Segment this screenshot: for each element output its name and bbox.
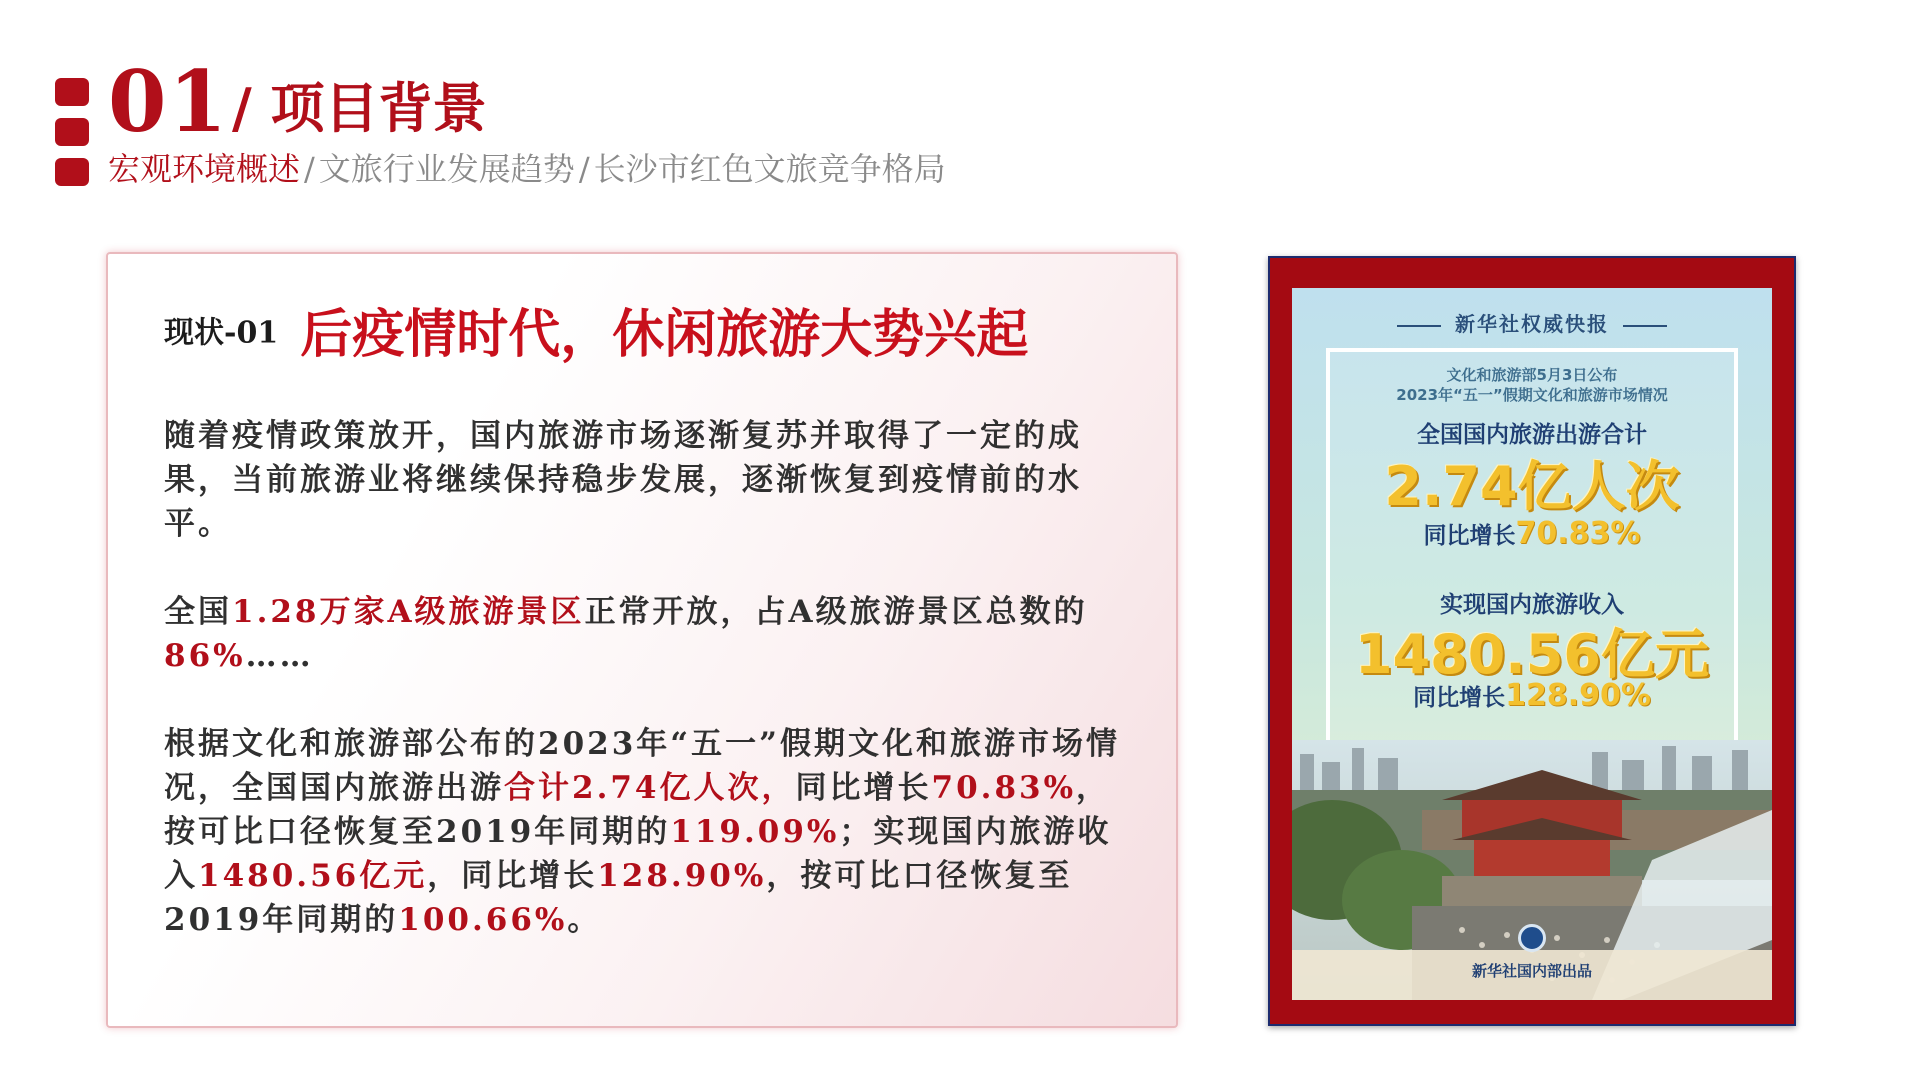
highlight: 合计2.74亿人次，: [504, 770, 796, 806]
section-title: / 项目背景: [232, 77, 487, 140]
card-body: [164, 414, 1124, 986]
text: ；实现国内旅游收入: [164, 814, 1112, 894]
subnav-item-competition[interactable]: 长沙市红色文旅竞争格局: [593, 150, 946, 188]
paragraph-may-day-stats: [164, 722, 1124, 942]
card-header: [164, 292, 1028, 367]
paragraph-scenic-areas: [164, 590, 1124, 678]
card-tag: 现状-01: [164, 315, 279, 351]
subnav-item-macro-environment[interactable]: 宏观环境概述: [108, 150, 301, 188]
growth-value: 70.83%: [1515, 516, 1641, 551]
growth-value: 128.90%: [1505, 678, 1651, 713]
subnav-separator: /: [578, 150, 590, 188]
poster-growth: [1292, 678, 1772, 713]
poster-big-number: 2.74亿人次: [1384, 455, 1680, 518]
text: 根据文化和旅游部公布的2023年“五一”假期文化和旅游市场情况，全国国内旅游出游: [164, 726, 1120, 806]
poster-header-text: 新华社权威快报: [1455, 312, 1609, 336]
text: 同比增长: [795, 770, 932, 806]
deco-square: [55, 118, 89, 146]
highlight: 128.90%: [597, 858, 767, 894]
poster-line: 2023年“五一”假期文化和旅游市场情况: [1396, 386, 1668, 404]
poster-big-number: 1480.56亿元: [1355, 623, 1709, 686]
text: ，按可比口径恢复至2019年同期的: [164, 770, 1111, 850]
text: 。: [567, 902, 602, 938]
poster-frame: [1268, 256, 1796, 1026]
divider: [1397, 325, 1441, 327]
text: ，按可比口径恢复至2019年同期的: [164, 858, 1073, 938]
sub-navigation: [108, 152, 946, 187]
poster-line: 文化和旅游部5月3日公布: [1446, 366, 1618, 384]
highlight: 70.83%: [931, 770, 1077, 806]
text: 全国: [164, 594, 232, 630]
deco-square: [55, 78, 89, 106]
section-number: 01: [108, 52, 229, 151]
xinhua-logo-icon: [1518, 924, 1546, 952]
poster-label: 全国国内旅游出游合计: [1417, 422, 1647, 448]
growth-label: 同比增长: [1413, 685, 1506, 711]
divider: [1623, 325, 1667, 327]
highlight: 100.66%: [398, 902, 568, 938]
poster-label: 实现国内旅游收入: [1440, 592, 1624, 618]
poster-header: [1292, 308, 1772, 337]
poster-growth: [1292, 516, 1772, 551]
highlight: 1480.56亿元: [198, 858, 428, 894]
subnav-separator: /: [304, 150, 315, 188]
subnav-item-industry-trends[interactable]: 文旅行业发展趋势: [318, 150, 575, 188]
text: ，同比增长: [427, 858, 598, 894]
text: 正常开放，占A级旅游景区总数的: [584, 594, 1088, 630]
highlight: 1.28万家A级旅游景区: [232, 594, 585, 630]
text: ……: [245, 638, 314, 674]
highlight: 119.09%: [670, 814, 840, 850]
growth-label: 同比增长: [1423, 523, 1516, 549]
xinhua-poster: [1292, 288, 1772, 1000]
section-decoration: [55, 78, 89, 198]
deco-square: [55, 158, 89, 186]
paragraph-recovery: 随着疫情政策放开，国内旅游市场逐渐复苏并取得了一定的成果，当前旅游业将继续保持稳步发展，逐渐恢复到疫情前的水平。: [164, 418, 1082, 542]
content-card: [106, 252, 1178, 1028]
card-heading: 后疫情时代，休闲旅游大势兴起: [300, 305, 1029, 365]
highlight: 86%: [164, 638, 246, 674]
poster-footer: 新华社国内部出品: [1471, 962, 1592, 980]
